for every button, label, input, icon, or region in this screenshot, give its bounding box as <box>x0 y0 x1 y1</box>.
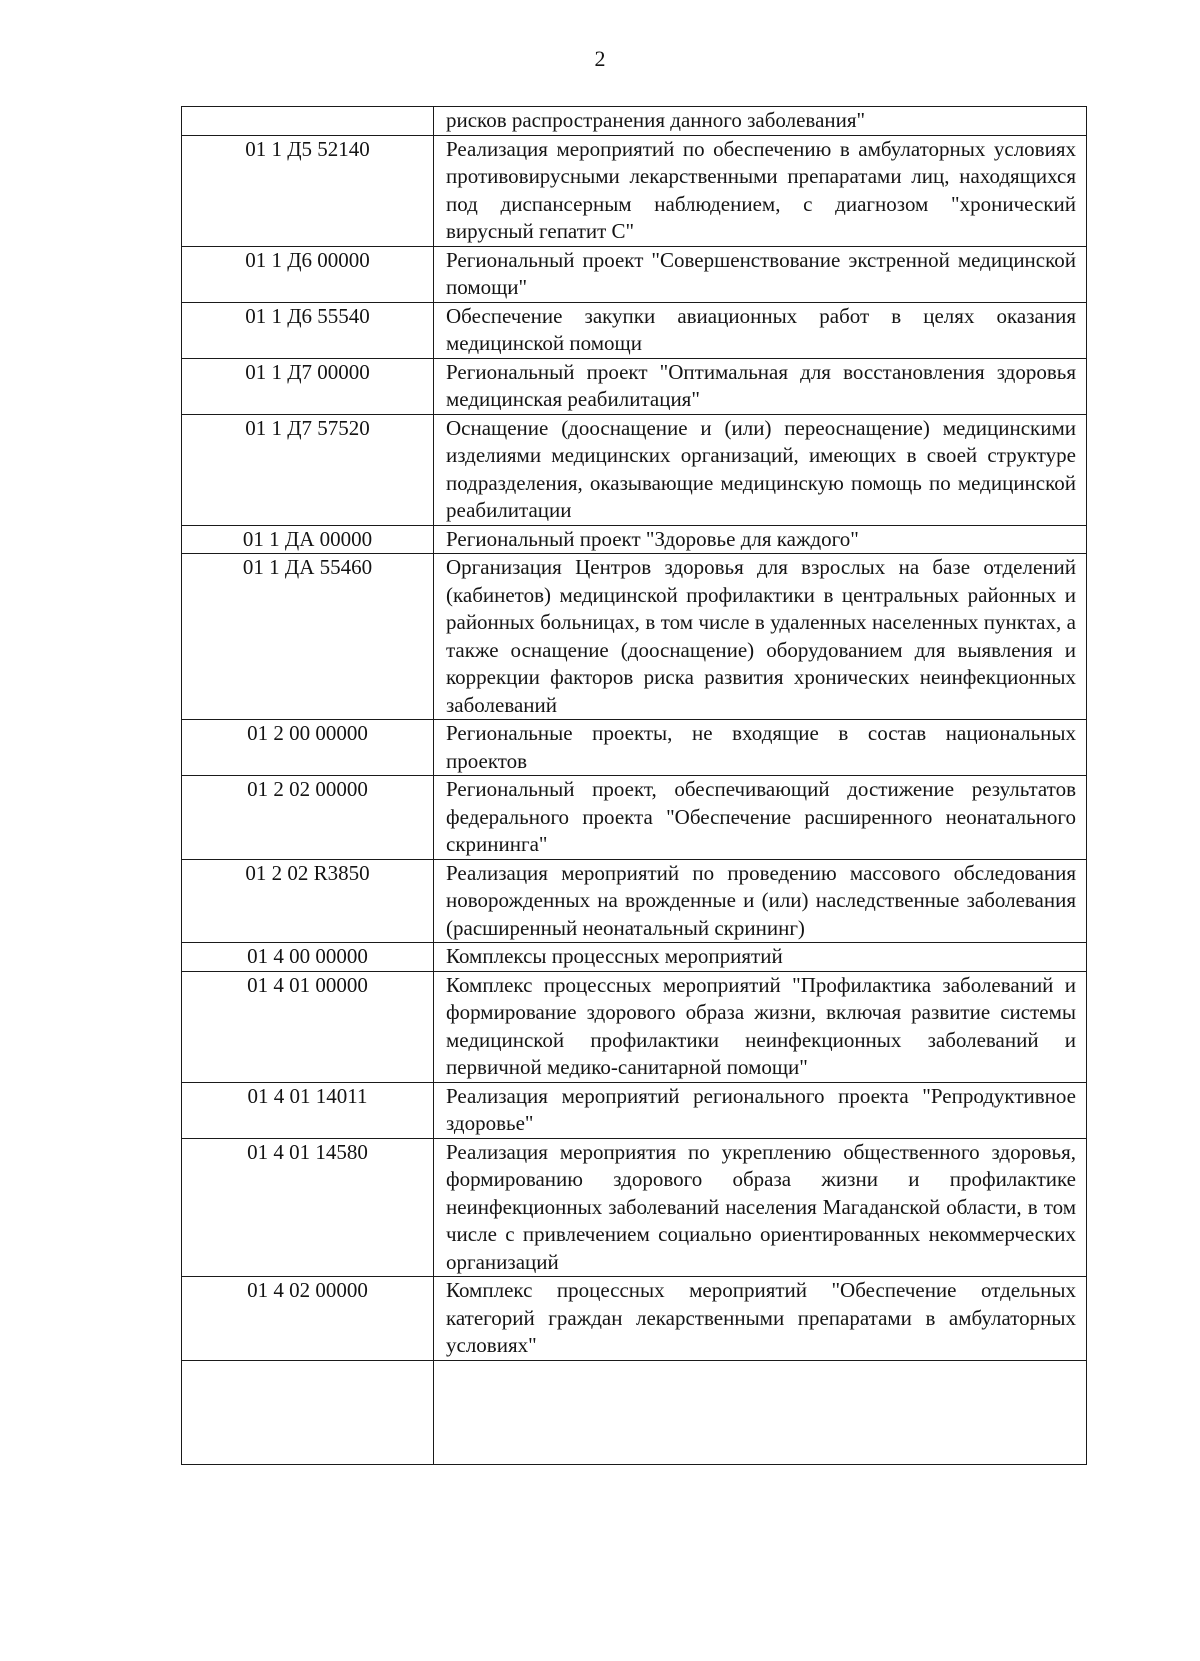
table-row <box>182 135 1087 246</box>
table-row <box>182 554 1087 720</box>
table-row <box>182 302 1087 358</box>
table-row <box>182 1138 1087 1277</box>
code-cell: 01 1 Д6 00000 <box>182 246 434 302</box>
name-cell: Обеспечение закупки авиационных работ в целях оказания медицинской помощи <box>434 302 1087 358</box>
code-cell <box>182 107 434 136</box>
table-row <box>182 358 1087 414</box>
name-cell: Региональный проект "Совершенствование экстренной медицинской помощи" <box>434 246 1087 302</box>
name-cell: Региональный проект "Оптимальная для восстановления здоровья медицинская реабилитация" <box>434 358 1087 414</box>
table-row <box>182 720 1087 776</box>
name-cell: Региональный проект "Здоровье для каждого" <box>434 525 1087 554</box>
code-cell: 01 2 02 R3850 <box>182 859 434 943</box>
table-row <box>182 943 1087 972</box>
code-cell: 01 4 01 14011 <box>182 1082 434 1138</box>
name-cell: Оснащение (дооснащение и (или) переоснащение) медицинскими изделиями медицинских организаций, имеющих в своей структуре подразделения, оказывающие медицинскую помощь по медицинской реабилитации <box>434 414 1087 525</box>
name-cell: Организация Центров здоровья для взрослых на базе отделений (кабинетов) медицинской профилактики в центральных районных и районных больницах, в том числе в удаленных населенных пунктах, а также оснащение (дооснащение) оборудованием для выявления и коррекции факторов риска развития хронических неинфекционных заболеваний <box>434 554 1087 720</box>
code-cell: 01 2 00 00000 <box>182 720 434 776</box>
name-cell: Реализация мероприятия по укреплению общественного здоровья, формированию здорового образа жизни и профилактике неинфекционных заболеваний населения Магаданской области, в том числе с привлечением социально ориентированных некоммерческих организаций <box>434 1138 1087 1277</box>
table-row <box>182 414 1087 525</box>
table-body <box>182 107 1087 1465</box>
page-number: 2 <box>594 46 606 71</box>
table-row <box>182 776 1087 860</box>
code-cell: 01 1 Д5 52140 <box>182 135 434 246</box>
name-cell: Комплекс процессных мероприятий "Обеспечение отдельных категорий граждан лекарственными препаратами в амбулаторных условиях" <box>434 1277 1087 1361</box>
empty-name-cell <box>434 1360 1087 1464</box>
code-cell: 01 1 Д7 57520 <box>182 414 434 525</box>
code-cell: 01 1 Д7 00000 <box>182 358 434 414</box>
code-cell: 01 4 01 00000 <box>182 971 434 1082</box>
code-cell: 01 1 ДА 00000 <box>182 525 434 554</box>
name-cell: Реализация мероприятий по обеспечению в амбулаторных условиях противовирусными лекарственными препаратами лиц, находящихся под диспансерным наблюдением, с диагнозом "хронический вирусный гепатит С" <box>434 135 1087 246</box>
code-cell: 01 1 ДА 55460 <box>182 554 434 720</box>
name-cell: Комплекс процессных мероприятий "Профилактика заболеваний и формирование здорового образа жизни, включая развитие системы медицинской профилактики неинфекционных заболеваний и первичной медико-санитарной помощи" <box>434 971 1087 1082</box>
name-cell: Региональные проекты, не входящие в состав национальных проектов <box>434 720 1087 776</box>
table-row <box>182 1082 1087 1138</box>
empty-code-cell <box>182 1360 434 1464</box>
name-cell: Комплексы процессных мероприятий <box>434 943 1087 972</box>
budget-classification-table <box>181 106 1087 1465</box>
name-cell: Реализация мероприятий по проведению массового обследования новорожденных на врожденные и (или) наследственные заболевания (расширенный неонатальный скрининг) <box>434 859 1087 943</box>
code-cell: 01 4 00 00000 <box>182 943 434 972</box>
table-row <box>182 859 1087 943</box>
name-cell: Региональный проект, обеспечивающий достижение результатов федерального проекта "Обеспечение расширенного неонатального скрининга" <box>434 776 1087 860</box>
name-cell: рисков распространения данного заболевания" <box>434 107 1087 136</box>
table-row <box>182 525 1087 554</box>
table-row <box>182 107 1087 136</box>
code-cell: 01 2 02 00000 <box>182 776 434 860</box>
empty-table-row <box>182 1360 1087 1464</box>
table-row <box>182 1277 1087 1361</box>
name-cell: Реализация мероприятий регионального проекта "Репродуктивное здоровье" <box>434 1082 1087 1138</box>
code-cell: 01 4 01 14580 <box>182 1138 434 1277</box>
code-cell: 01 1 Д6 55540 <box>182 302 434 358</box>
code-cell: 01 4 02 00000 <box>182 1277 434 1361</box>
table-row <box>182 246 1087 302</box>
table-row <box>182 971 1087 1082</box>
